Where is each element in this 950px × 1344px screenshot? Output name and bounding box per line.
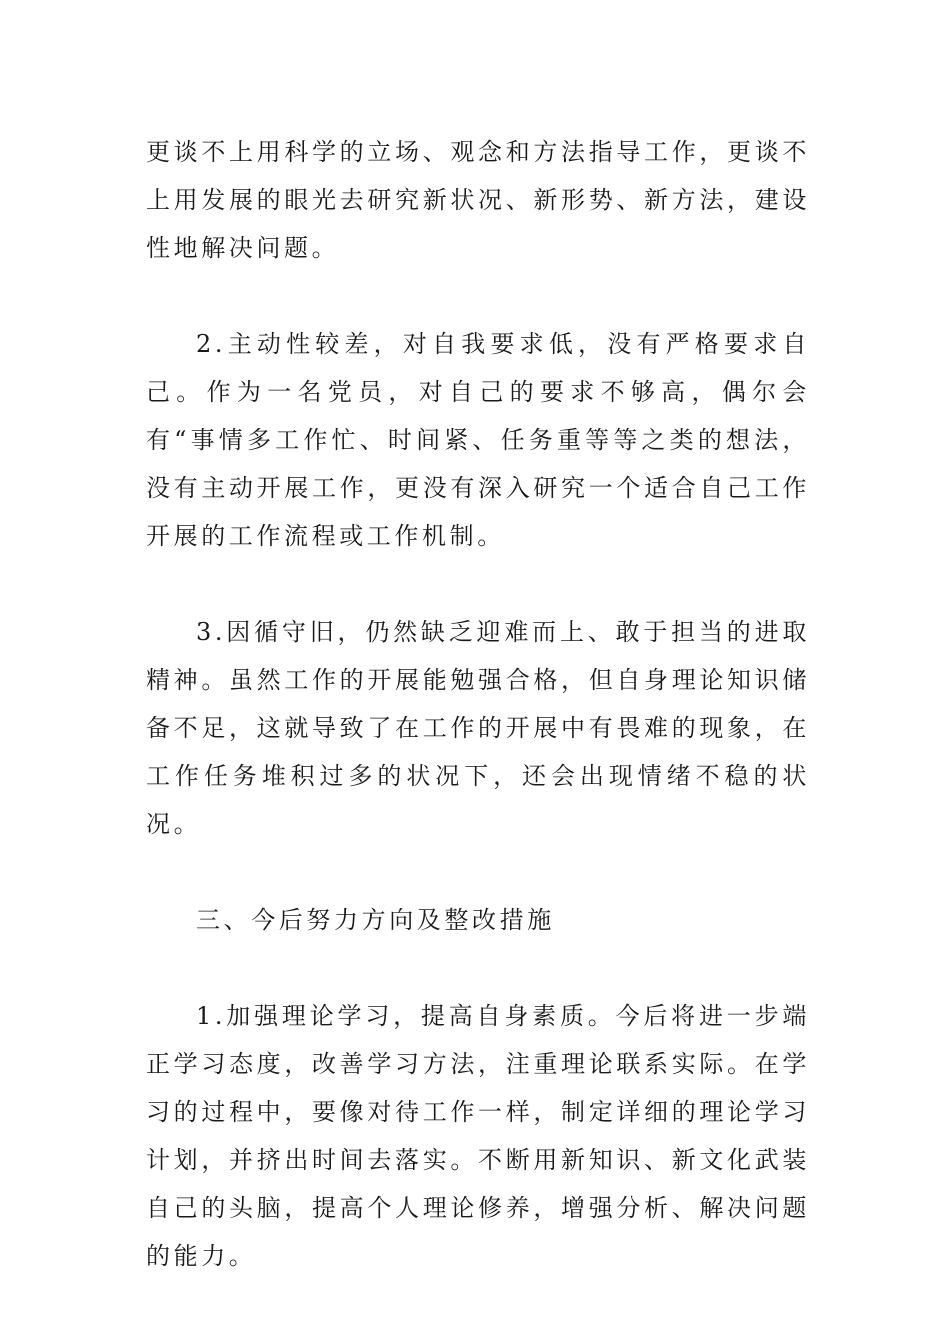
paragraph-point-3: 3.因循守旧，仍然缺乏迎难而上、敢于担当的进取精神。虽然工作的开展能勉强合格，但自身理论知识储备不足，这就导致了在工作的开展中有畏难的现象，在工作任务堆积过多的状况下，还会出现情绪不稳的状况。 bbox=[146, 618, 810, 838]
paragraph-point-2: 2.主动性较差，对自我要求低，没有严格要求自己。作为一名党员，对自己的要求不够高，偶尔会有“事情多工作忙、时间紧、任务重等等之类的想法，没有主动开展工作，更没有深入研究一个适合自己工作开展的工作流程或工作机制。 bbox=[146, 330, 810, 550]
paragraph-measure-1: 1.加强理论学习，提高自身素质。今后将进一步端正学习态度，改善学习方法，注重理论联系实际。在学习的过程中，要像对待工作一样，制定详细的理论学习计划，并挤出时间去落实。不断用新知识、新文化武装自己的头脑，提高个人理论修养，增强分析、解决问题的能力。 bbox=[146, 1002, 810, 1270]
section-heading: 三、今后努力方向及整改措施 bbox=[196, 906, 555, 934]
document-body bbox=[146, 128, 810, 1328]
paragraph-continuation: 更谈不上用科学的立场、观念和方法指导工作，更谈不上用发展的眼光去研究新状况、新形势、新方法，建设性地解决问题。 bbox=[146, 138, 810, 262]
